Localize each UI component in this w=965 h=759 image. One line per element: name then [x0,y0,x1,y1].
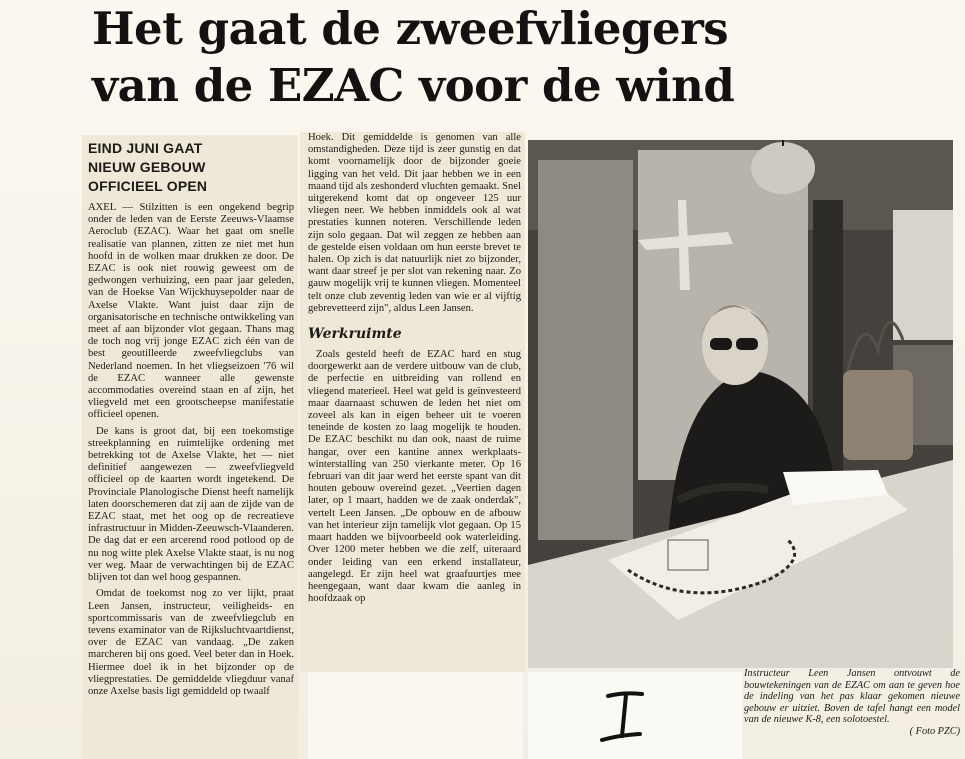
paragraph: Hoek. Dit gemiddelde is genomen van alle omstandigheden. Deze tijd is zeer gunstig en dat komt voornamelijk door de bijzonder goeie ligging van het veld. Dit jaar hebben we in een maand tijd als zeshonderd vluchten gemaakt. Snel uitgerekend komt dat op ongeveer 125 uur vliegen neer. We hebben inmiddels ook al wat prestaties kunnen noteren. Verschillende leden zijn solo gegaan. Dat wil zeggen ze hebben aan de gestelde eisen voldaan om hun eerste brevet te halen. Op zich is dat natuurlijk niet zo bijzonder, want daar streef je per slot van rekening naar. Zo gauw mogelijk vrij te kunnen vliegen. Momenteel telt onze club zeventig leden van wie er al vijftig gebrevetteerd zijn", aldus Leen Jansen. [308,132,521,314]
photo-illustration [528,140,953,668]
subheading-line-1: EIND JUNI GAAT [88,140,203,156]
article-column-1 [82,135,298,759]
paragraph: AXEL — Stilzitten is een ongekend begrip onder de leden van de Eerste Zeeuws-Vlaamse Aeroclub (EZAC). Waar het gaat om snelle realisatie van plannen, zitten ze niet met hun hoofd in de wolken maar drukken ze door. De EZAC is ook niet rouwig geweest om de gedwongen verhuizing, een paar jaar geleden, van de Hoekse Van Wijckhuysepolder naar de Axelse Vlakte. Want juist daar zijn de organisatorische en technische ontwikkeling van meet af aan bijzonder vlot gegaan. Thans mag de toch nog vrij jonge EZAC zich één van de best geoutilleerde zweefvliegclubs van Nederland noemen. In het vliegseizoen '76 wil de EZAC wanneer alle gewenste accommodaties overeind staan en af zijn, het vliegveld met een grootscheepse manifestatie officieel openen. [88,202,294,421]
headline-line-2: van de EZAC voor de wind [92,59,735,112]
paragraph: Omdat de toekomst nog zo ver lijkt, praat Leen Jansen, instructeur, veiligheids- en sportcommissaris van de zweefvliegclub en tevens examinator van de Rijksluchtvaartdienst, over de EZAC van vandaag. „De zaken marcheren bij ons goed. Veel beter dan in Hoek. Hiermee doel ik in het bijzonder op de vliegprestaties. De gemiddelde vliegduur vanaf onze Axelse basis ligt gemiddeld op twaalf [88,588,294,697]
photo-credit: ( Foto PZC) [909,725,960,737]
paragraph: Zoals gesteld heeft de EZAC hard en stug doorgewerkt aan de verdere uitbouw van de club, de perfectie en uitbreiding van rollend en vliegend materieel. Heel wat geld is geïnvesteerd maar daarnaast schuwen de leden het niet om zoveel als kan in eigen beheer uit te voeren teneinde de kosten zo laag mogelijk te houden. De EZAC beschikt nu dan ook, naast de ruime hangar, over een kantine annex werkplaats-winterstalling van 250 vierkante meter. Op 16 februari van dit jaar werd het eerste spant van dit houten gebouw overeind gezet. „Veertien dagen later, op 1 maart, hadden we de zaak onderdak", vertelt Leen Jansen. „De opbouw en de afbouw van het interieur zijn tamelijk vlot gegaan. Op 15 maart hadden we bijvoorbeeld ook waterleiding. Over 1200 meter hebben we die zelf, uiteraard onder leiding van een erkend installateur, aangelegd. Er zijn heel wat graafuurtjes mee heengegaan, want daar kwam die aanleg in hoofdzaak op [308,349,521,605]
blank-paper-strip [308,672,523,759]
headline-line-1: Het gaat de zweefvliegers [92,2,729,55]
article-column-2 [300,132,525,672]
subheading-line-2: NIEUW GEBOUW [88,159,206,175]
photo-caption [744,668,960,752]
subheading-line-3: OFFICIEEL OPEN [88,178,208,194]
headline [92,0,892,114]
paragraph: De kans is groot dat, bij een toekomstige streekplanning en ruimtelijke ordening met betrekking tot de Axelse Vlakte, het — niet definitief aangewezen — zweefvliegveld officieel op de kaarten wordt ingetekend. De Provinciale Planologische Dienst heeft namelijk laten doorschemeren dat zij aan de zijde van de EZAC staat, met het oog op de recreatieve infrastructuur in Midden-Zeeuwsch-Vlaanderen. De dag dat er een arcerend rood potlood op de nu nog witte plek Axelse Vlakte staat, is nu nog ver weg. Maar de verwachtingen bij de EZAC blijven tot dan wel hoog gespannen. [88,425,294,584]
handwritten-roman-numeral-icon [596,686,656,746]
caption-text: Instructeur Leen Jansen ontvouwt de bouwtekeningen van de EZAC om aan te geven hoe de indeling van het pas klaar gekomen nieuwe gebouw er uitziet. Boven de tafel hangt een model van de nieuwe K-8, een solotoestel. [744,668,960,725]
section-heading: Werkruimte [308,326,402,343]
subheading [88,139,294,196]
handwritten-mark [596,686,656,746]
news-photo [528,140,953,668]
